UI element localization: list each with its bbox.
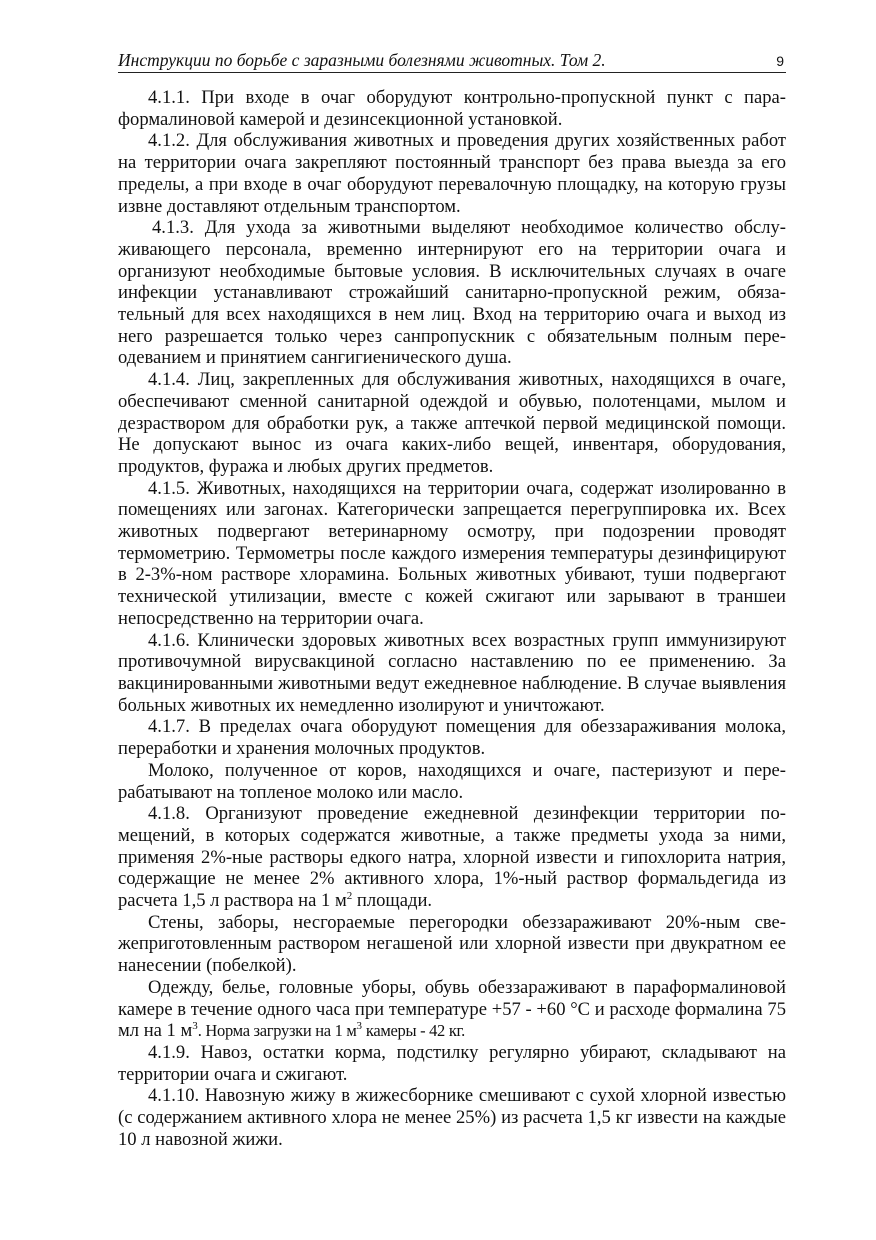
paragraph-4-1-4: 4.1.4. Лиц, закрепленных для обслуживания животных, находящихся в очаге, обеспечивают сменной санитарной одеждой и обувью, полотенцами, мылом и дезраствором для обработки рук, а также аптечкой первой медицинской помощи. Не допускают вынос из очага каких-либо вещей, инвентаря, оборудования, продуктов, фуража и любых других предметов. [118, 369, 786, 477]
page-number: 9 [776, 53, 784, 69]
header-title: Инструкции по борьбе с заразными болезнями животных. Том 2. [118, 50, 606, 70]
paragraph-4-1-8 [118, 803, 786, 912]
paragraph-4-1-1: 4.1.1. При входе в очаг оборудуют контрольно-пропускной пункт с параформалиновой камерой и дезинсекционной установкой. [118, 87, 786, 130]
paragraph-4-1-8-end: площади. [352, 890, 433, 912]
running-header [118, 50, 786, 73]
superscript-square: 2 [346, 889, 353, 902]
superscript-cube-2: 3 [356, 1020, 363, 1033]
document-page [118, 0, 786, 1240]
paragraph-clothing [118, 977, 786, 1042]
paragraph-4-1-5: 4.1.5. Животных, находящихся на территории очага, содержат изолированно в помещениях или загонах. Категорически запрещается перегруппировка их. Всех животных подвергают ветеринарному осмотру, при подозрении проводят термометрию. Термометры после каждого измерения температуры дезинфицируют в 2-3%-ном растворе хлорамина. Больных животных убивают, туши подвергают технической утилизации, вместе с кожей сжигают или зарывают в траншеи непосредственно на территории очага. [118, 477, 786, 629]
paragraph-walls: Стены, заборы, несгораемые перегородки обеззараживают 20%-ным свежеприготовленным раствором негашеной или хлорной извести при двукратном ее нанесении (побелкой). [118, 911, 786, 977]
paragraph-clothing-text: Одежду, белье, головные уборы, обувь обеззараживают в параформалиновой камере в течение одного часа при температуре +57 - +60 °С и расходе формалина 75 мл на 1 м [118, 976, 786, 1042]
paragraph-4-1-9: 4.1.9. Навоз, остатки корма, подстилку регулярно убирают, складывают на территории очага и сжигают. [118, 1041, 786, 1085]
paragraph-milk: Молоко, полученное от коров, находящихся и очаге, пастеризуют и перерабатывают на топленое молоко или масло. [118, 759, 786, 803]
paragraph-4-1-10: 4.1.10. Навозную жижу в жижесборнике смешивают с сухой хлорной известью (с содержанием активного хлора не менее 25%) из расчета 1,5 кг извести на каждые 10 л навозной жижи. [118, 1085, 786, 1150]
paragraph-4-1-2: 4.1.2. Для обслуживания животных и проведения других хозяйственных работ на территории очага закрепляют постоянный транспорт без права выезда за его пределы, а при входе в очаг оборудуют перевалочную площадку, на которую грузы извне доставляют отдельным транспортом. [118, 130, 786, 217]
paragraph-clothing-load: . Норма загрузки на 1 м [197, 1021, 357, 1041]
paragraph-4-1-6: 4.1.6. Клинически здоровых животных всех возрастных групп иммунизируют противочумной вирусвакциной согласно наставлению по ее применению. За вакцинированными животными ведут ежедневное наблюдение. В случае выявления больных животных их немедленно изолируют и уничтожают. [118, 629, 786, 716]
body-text [118, 87, 786, 1150]
paragraph-4-1-7: 4.1.7. В пределах очага оборудуют помещения для обеззараживания молока, переработки и хранения молочных продуктов. [118, 716, 786, 760]
paragraph-4-1-8-text: 4.1.8. Организуют проведение ежедневной дезинфекции территории помещений, в которых содержатся животные, а также предметы ухода за ними, применяя 2%-ные растворы едкого натра, хлорной извести и гипохлорита натрия, содержащие не менее 2% активного хлора, 1%-ный раствор формальдегида из расчета 1,5 л раствора на 1 м [118, 803, 786, 912]
paragraph-clothing-end: камеры - 42 кг. [362, 1021, 465, 1041]
superscript-cube-1: 3 [192, 1020, 198, 1033]
paragraph-4-1-3: 4.1.3. Для ухода за животными выделяют необходимое количество обслуживающего персонала, временно интернируют его на территории очага и организуют необходимые бытовые условия. В исключительных случаях в очаге инфекции устанавливают строжайший санитарно-пропускной режим, обязательный для всех находящихся в нем лиц. Вход на территорию очага и выход из него разрешается только через санпропускник с обязательным полным переодеванием и принятием сангигиенического душа. [118, 217, 786, 369]
